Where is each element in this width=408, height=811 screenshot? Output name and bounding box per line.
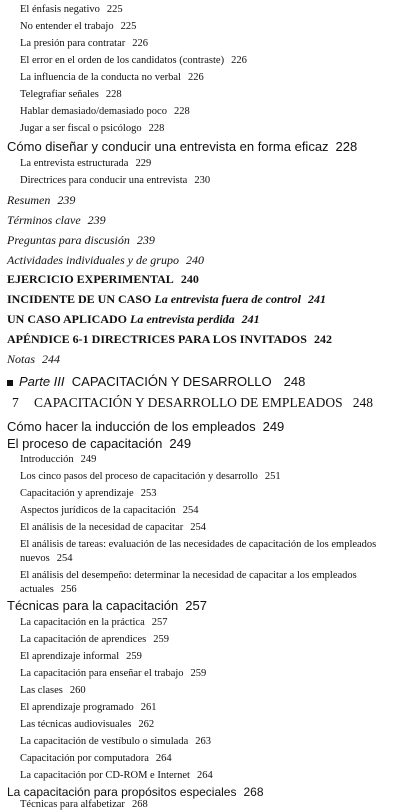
toc-section-heading[interactable]: La capacitación para propósitos especiales 268 bbox=[7, 785, 264, 799]
toc-entry-case-incident[interactable]: INCIDENTE DE UN CASO La entrevista fuera de control 241 bbox=[7, 292, 327, 306]
toc-entry[interactable]: La capacitación por CD-ROM e Internet 264 bbox=[20, 770, 213, 781]
toc-entry[interactable]: Capacitación por computadora 264 bbox=[20, 753, 172, 764]
toc-entry[interactable]: Las técnicas audiovisuales 262 bbox=[20, 719, 155, 730]
toc-section-heading[interactable]: El proceso de capacitación 249 bbox=[7, 436, 192, 451]
toc-entry-key-terms[interactable]: Términos clave 239 bbox=[7, 213, 106, 227]
toc-entry[interactable]: El énfasis negativo 225 bbox=[20, 4, 123, 15]
chapter-heading[interactable]: 7 CAPACITACIÓN Y DESARROLLO DE EMPLEADOS 248 bbox=[12, 395, 373, 410]
toc-entry[interactable]: Telegrafiar señales 228 bbox=[20, 89, 122, 100]
toc-entry[interactable]: No entender el trabajo 225 bbox=[20, 21, 137, 32]
toc-entry[interactable]: El análisis de tareas: evaluación de las necesidades de capacitación de los empleados nuevos 254 bbox=[20, 539, 377, 564]
toc-entry[interactable]: El análisis de la necesidad de capacitar 254 bbox=[20, 522, 207, 533]
toc-entry[interactable]: Los cinco pasos del proceso de capacitación y desarrollo 251 bbox=[20, 471, 281, 482]
toc-entry[interactable]: La presión para contratar 226 bbox=[20, 38, 148, 49]
toc-entry[interactable]: El análisis del desempeño: determinar la necesidad de capacitar a los empleados actuales 256 bbox=[20, 570, 357, 595]
toc-entry-summary[interactable]: Resumen 239 bbox=[7, 193, 76, 207]
toc-entry-activities[interactable]: Actividades individuales y de grupo 240 bbox=[7, 253, 204, 267]
toc-entry[interactable]: Jugar a ser fiscal o psicólogo 228 bbox=[20, 123, 165, 134]
toc-entry[interactable]: Hablar demasiado/demasiado poco 228 bbox=[20, 106, 190, 117]
toc-entry[interactable]: Introducción 249 bbox=[20, 454, 97, 465]
toc-entry-exercise[interactable]: EJERCICIO EXPERIMENTAL 240 bbox=[7, 272, 199, 286]
toc-entry-notes[interactable]: Notas 244 bbox=[7, 352, 61, 366]
toc-entry[interactable]: Las clases 260 bbox=[20, 685, 86, 696]
toc-section-heading[interactable]: Cómo hacer la inducción de los empleados 249 bbox=[7, 419, 285, 434]
toc-entry[interactable]: La capacitación en la práctica 257 bbox=[20, 617, 168, 628]
toc-entry-appendix[interactable]: APÉNDICE 6-1 DIRECTRICES PARA LOS INVITADOS 242 bbox=[7, 332, 332, 346]
toc-entry[interactable]: Aspectos jurídicos de la capacitación 254 bbox=[20, 505, 199, 516]
toc-entry[interactable]: La entrevista estructurada 229 bbox=[20, 158, 152, 169]
toc-entry[interactable]: Capacitación y aprendizaje 253 bbox=[20, 488, 157, 499]
toc-section-heading[interactable]: Técnicas para la capacitación 257 bbox=[7, 598, 207, 613]
toc-entry-questions[interactable]: Preguntas para discusión 239 bbox=[7, 233, 155, 247]
toc-entry[interactable]: La capacitación para enseñar el trabajo 259 bbox=[20, 668, 207, 679]
part-heading[interactable]: Parte III CAPACITACIÓN Y DESARROLLO 248 bbox=[7, 375, 305, 388]
toc-entry-applied-case[interactable]: UN CASO APLICADO La entrevista perdida 241 bbox=[7, 312, 260, 326]
toc-section-heading[interactable]: Cómo diseñar y conducir una entrevista en forma eficaz 228 bbox=[7, 139, 358, 154]
toc-entry[interactable]: El aprendizaje informal 259 bbox=[20, 651, 142, 662]
toc-entry[interactable]: La influencia de la conducta no verbal 226 bbox=[20, 72, 204, 83]
toc-entry[interactable]: La capacitación de aprendices 259 bbox=[20, 634, 169, 645]
bullet-square-icon bbox=[7, 380, 13, 386]
toc-entry[interactable]: El aprendizaje programado 261 bbox=[20, 702, 157, 713]
toc-entry[interactable]: Técnicas para alfabetizar 268 bbox=[20, 799, 148, 810]
toc-entry[interactable]: La capacitación de vestíbulo o simulada 263 bbox=[20, 736, 211, 747]
toc-entry[interactable]: Directrices para conducir una entrevista 230 bbox=[20, 175, 211, 186]
toc-entry[interactable]: El error en el orden de los candidatos (contraste) 226 bbox=[20, 55, 247, 66]
